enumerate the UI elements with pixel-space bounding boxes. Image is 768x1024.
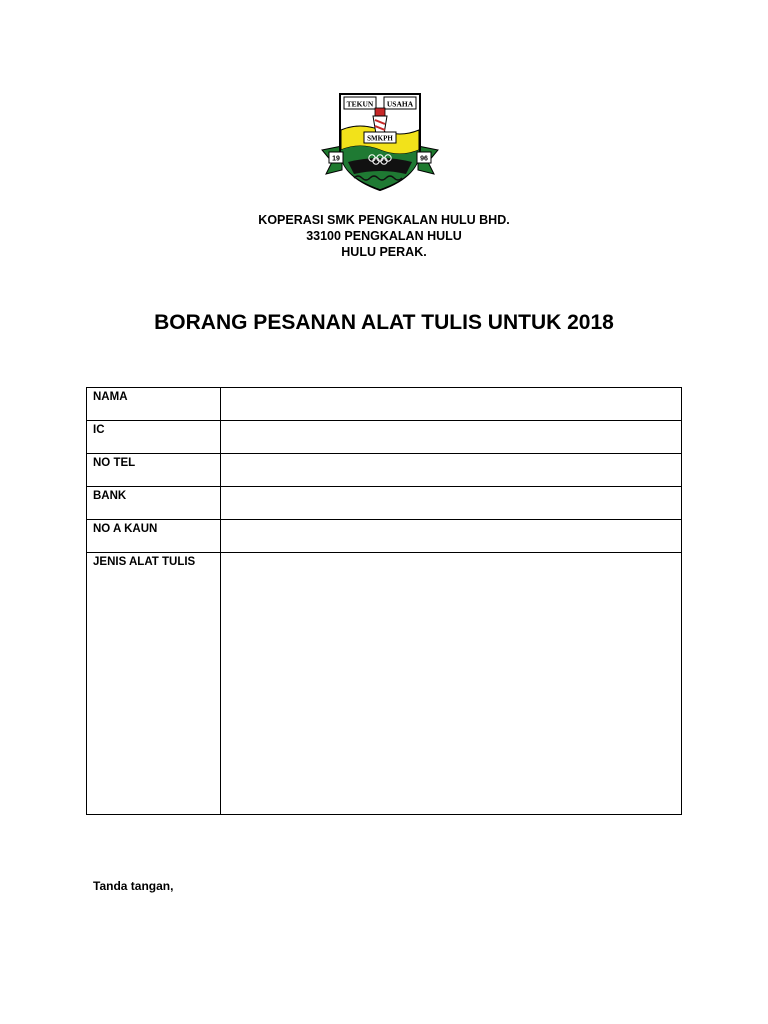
form-row-jenis-alat-tulis xyxy=(87,553,682,815)
motto-right: USAHA xyxy=(386,99,414,109)
motto-left: TEKUN xyxy=(346,99,374,109)
school-crest-icon xyxy=(320,90,440,196)
form-row-nama xyxy=(87,388,682,421)
form-label: IC xyxy=(87,421,221,454)
form-label: NAMA xyxy=(87,388,221,421)
form-field-jenis-alat-tulis[interactable] xyxy=(221,553,682,815)
school-logo xyxy=(320,90,440,196)
form-title: BORANG PESANAN ALAT TULIS UNTUK 2018 xyxy=(154,311,614,334)
form-field-ic[interactable] xyxy=(221,421,682,454)
form-row-no-akaun xyxy=(87,520,682,553)
form-field-no-akaun[interactable] xyxy=(221,520,682,553)
form-label: BANK xyxy=(87,487,221,520)
header-line-2: 33100 PENGKALAN HULU xyxy=(306,229,462,243)
form-row-bank xyxy=(87,487,682,520)
form-row-no-tel xyxy=(87,454,682,487)
form-label: NO A KAUN xyxy=(87,520,221,553)
form-row-ic xyxy=(87,421,682,454)
form-field-no-tel[interactable] xyxy=(221,454,682,487)
form-label: NO TEL xyxy=(87,454,221,487)
header-line-3: HULU PERAK. xyxy=(341,245,427,259)
signature-label: Tanda tangan, xyxy=(93,879,174,893)
school-label: SMKPH xyxy=(367,134,393,143)
year-right: 96 xyxy=(420,155,428,163)
form-field-bank[interactable] xyxy=(221,487,682,520)
cooperative-address xyxy=(0,212,768,260)
form-label: JENIS ALAT TULIS xyxy=(87,553,221,815)
year-left: 19 xyxy=(332,155,340,163)
order-form-table xyxy=(86,387,682,815)
form-field-nama[interactable] xyxy=(221,388,682,421)
header-line-1: KOPERASI SMK PENGKALAN HULU BHD. xyxy=(258,213,510,227)
